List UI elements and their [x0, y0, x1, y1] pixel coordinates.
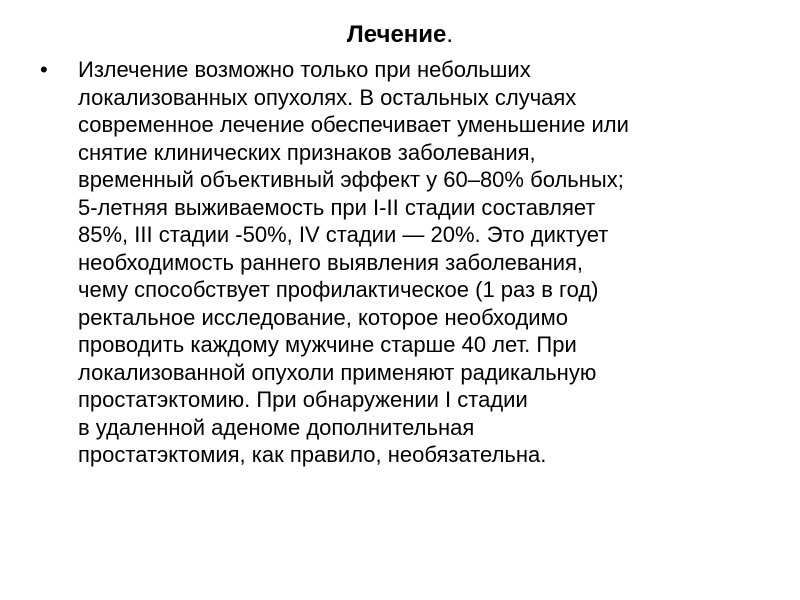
body-line: снятие клинических признаков заболевания,	[78, 139, 536, 165]
bullet-item	[40, 56, 760, 469]
body-line: в удаленной аденоме дополнительная	[78, 414, 475, 440]
body-line: локализованной опухоли применяют радикальную	[78, 359, 597, 385]
body-line: временный объективный эффект у 60–80% больных;	[78, 167, 624, 192]
body-line: Излечение возможно только при небольших	[78, 57, 531, 82]
body-line: ректальное исследование, которое необходимо	[78, 304, 568, 330]
slide-title-period: .	[446, 21, 454, 48]
body-line: чему способствует профилактическое (1 раз в год)	[78, 277, 599, 302]
body-line: простатэктомию. При обнаружении I стадии	[78, 387, 528, 412]
slide-title-bold: Лечение	[346, 21, 447, 48]
body-line: 85%, III стадии -50%, IV стадии — 20%. Это диктует	[78, 222, 609, 247]
body-line: локализованных опухолях. В остальных случаях	[78, 84, 577, 110]
bullet-text	[78, 56, 760, 469]
body-line: проводить каждому мужчине старше 40 лет. При	[78, 332, 577, 357]
bullet-icon: •	[40, 57, 48, 82]
body-line: современное лечение обеспечивает уменьшение или	[78, 112, 629, 137]
body-line: 5-летняя выживаемость при I-II стадии составляет	[78, 194, 596, 220]
body-line: простатэктомия, как правило, необязательна.	[78, 442, 547, 467]
slide-title	[0, 18, 800, 52]
body-line: необходимость раннего выявления заболевания,	[78, 249, 584, 275]
bullet-list	[40, 56, 760, 469]
